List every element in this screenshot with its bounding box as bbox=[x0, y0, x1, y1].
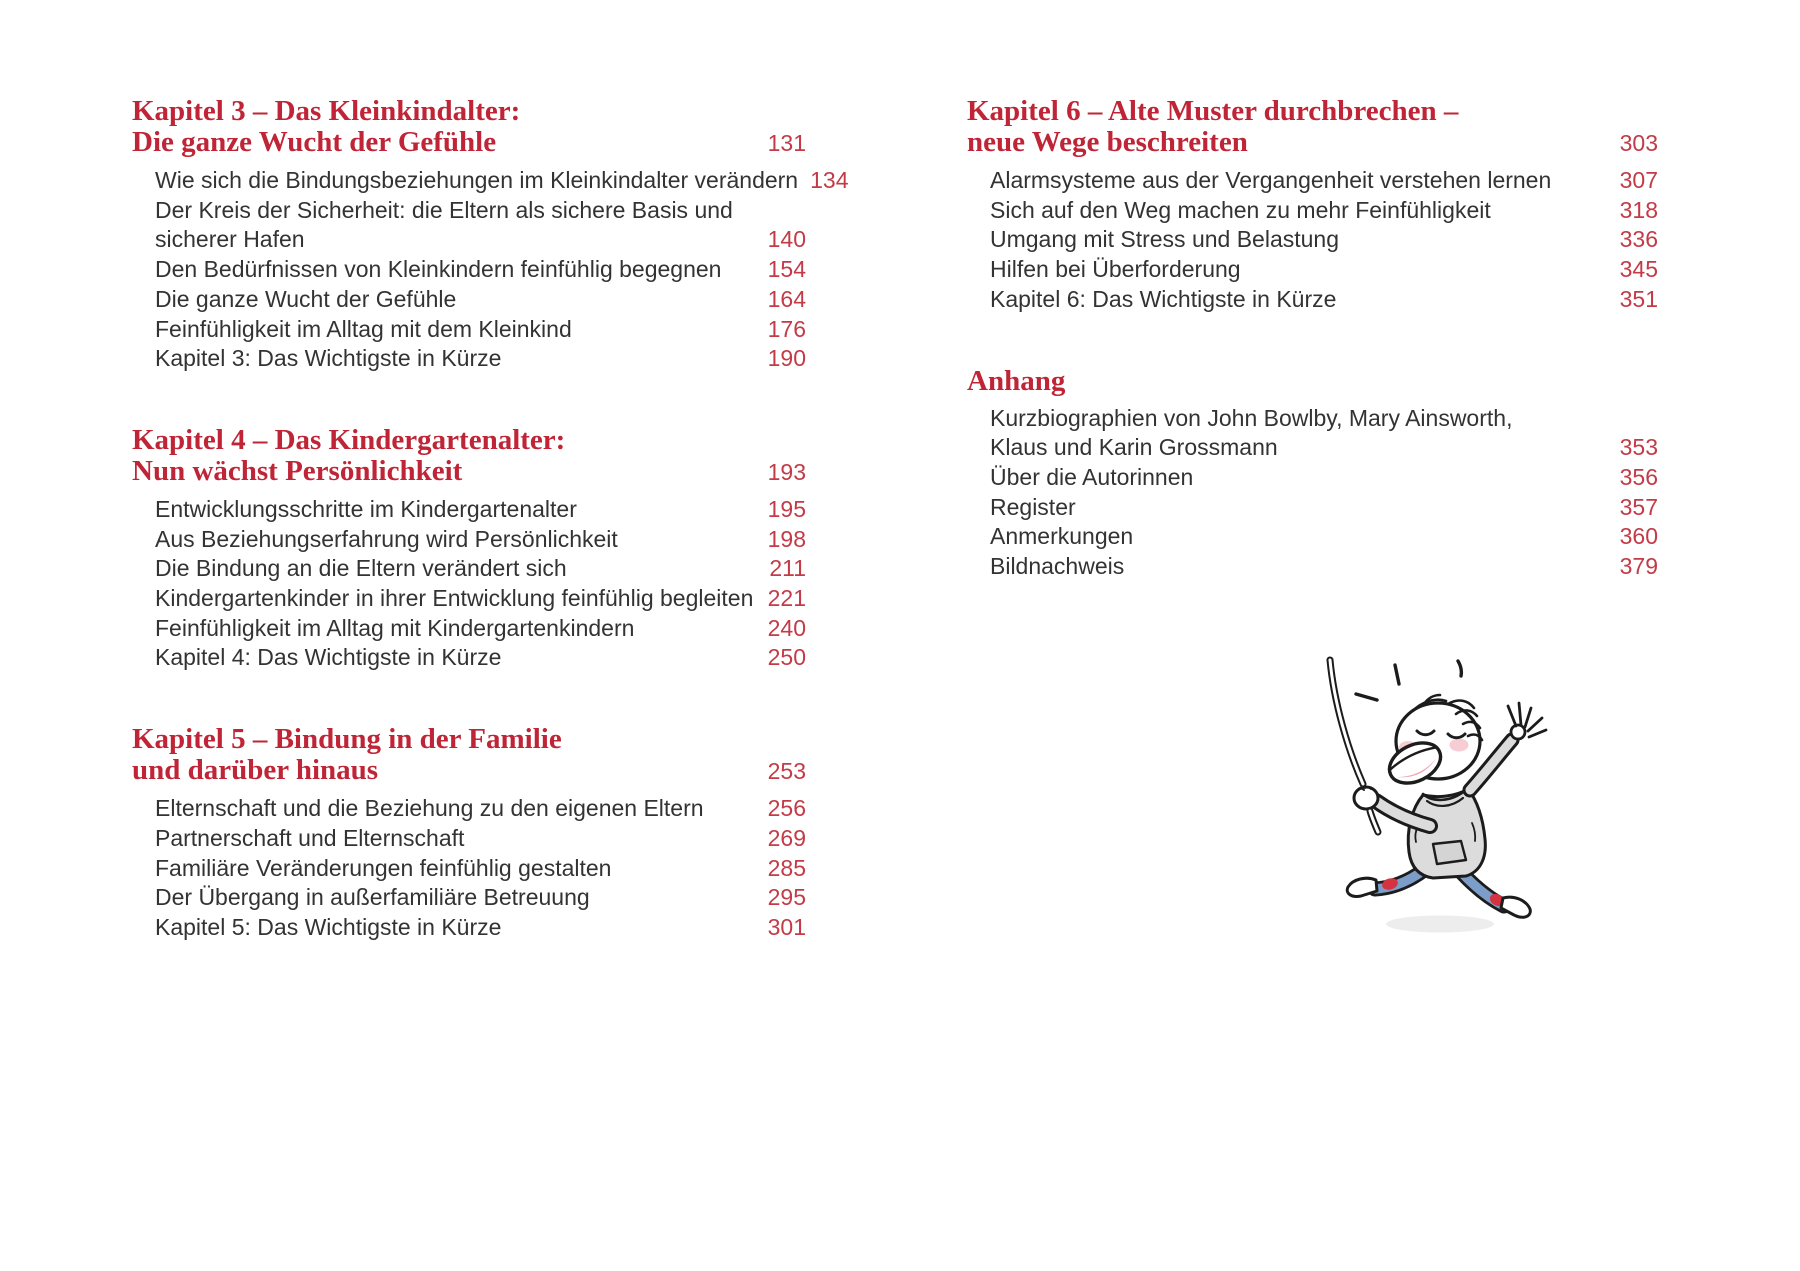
toc-entry-text: Wie sich die Bindungsbeziehungen im Kleinkindalter verändern bbox=[155, 167, 799, 193]
toc-entry-text: Über die Autorinnen bbox=[990, 463, 1194, 490]
chapter-title-line: Kapitel 3 – Das Kleinkindalter: bbox=[132, 95, 521, 127]
toc-entry-row bbox=[155, 614, 806, 644]
toc-entry-row bbox=[155, 883, 806, 913]
toc-entry-page-number: 345 bbox=[1619, 256, 1658, 283]
chapter-title-row bbox=[132, 724, 806, 755]
toc-entry-page-number: 301 bbox=[767, 913, 806, 940]
toc-entry-text: Der Übergang in außerfamiliäre Betreuung bbox=[155, 884, 590, 911]
toc-entry-page-number: 134 bbox=[810, 167, 849, 193]
toc-entry-text: Umgang mit Stress und Belastung bbox=[990, 226, 1340, 253]
chapter-title-line: Kapitel 4 – Das Kindergartenalter: bbox=[132, 423, 566, 456]
toc-entry bbox=[990, 463, 1658, 493]
toc-section-kapitel-4 bbox=[132, 425, 806, 673]
toc-entry-row bbox=[155, 285, 806, 315]
toc-entry-page-number: 250 bbox=[767, 644, 806, 671]
toc-entry-text: Elternschaft und die Beziehung zu den eigenen Eltern bbox=[155, 795, 704, 822]
toc-entry-text: Partnerschaft und Elternschaft bbox=[155, 824, 465, 851]
toc-entry-page-number: 269 bbox=[767, 824, 806, 851]
chapter-title-row bbox=[967, 127, 1658, 159]
toc-section-anhang bbox=[967, 366, 1658, 582]
toc-entry bbox=[155, 166, 849, 196]
toc-entry-text: sicherer Hafen bbox=[155, 226, 305, 253]
chapter-entries bbox=[132, 495, 806, 673]
toc-entry-page-number: 307 bbox=[1619, 167, 1658, 193]
chapter-title-line: Kapitel 5 – Bindung in der Familie bbox=[132, 723, 562, 756]
toc-entry-text: Register bbox=[990, 493, 1076, 520]
toc-entry bbox=[155, 525, 806, 555]
toc-entry-text: Klaus und Karin Grossmann bbox=[990, 434, 1278, 461]
toc-entry-text: Feinfühligkeit im Alltag mit Kindergartenkindern bbox=[155, 614, 635, 641]
toc-entry-row bbox=[990, 493, 1658, 523]
toc-entry bbox=[155, 196, 806, 255]
toc-entry-page-number: 195 bbox=[767, 495, 806, 522]
toc-entry-row bbox=[990, 285, 1658, 315]
toc-column-left bbox=[132, 95, 849, 994]
toc-entry bbox=[155, 913, 806, 943]
toc-entry-text: Der Kreis der Sicherheit: die Eltern als sichere Basis und bbox=[155, 196, 733, 223]
toc-entry-page-number: 285 bbox=[767, 854, 806, 881]
toc-entry bbox=[990, 166, 1658, 196]
head-shape bbox=[1383, 695, 1482, 791]
toc-entry-row bbox=[155, 854, 806, 884]
chapter-title-row bbox=[132, 425, 806, 456]
toc-entry-row bbox=[990, 552, 1658, 582]
toc-entry-row bbox=[990, 255, 1658, 285]
toc-entry bbox=[155, 255, 806, 285]
toc-entry-text: Alarmsysteme aus der Vergangenheit verstehen lernen bbox=[990, 167, 1552, 193]
toc-entry-row bbox=[990, 463, 1658, 493]
toc-entry-text: Aus Beziehungserfahrung wird Persönlichkeit bbox=[155, 525, 618, 552]
chapter-entries bbox=[967, 404, 1658, 582]
toc-entry-text: Anmerkungen bbox=[990, 523, 1134, 550]
toc-entry-page-number: 256 bbox=[767, 795, 806, 822]
toc-entry-row bbox=[155, 255, 806, 285]
toc-entry-row bbox=[990, 522, 1658, 552]
toc-entry bbox=[990, 225, 1658, 255]
toc-entry bbox=[155, 794, 806, 824]
toc-entry-text: Feinfühligkeit im Alltag mit dem Kleinkind bbox=[155, 315, 572, 342]
toc-entry-page-number: 318 bbox=[1619, 196, 1658, 223]
toc-entry bbox=[155, 315, 806, 345]
blush-right bbox=[1450, 739, 1469, 752]
toc-entry-row bbox=[155, 344, 806, 374]
toc-entry-text: Kindergartenkinder in ihrer Entwicklung feinfühlig begleiten bbox=[155, 585, 754, 612]
toc-entry-text: Kapitel 4: Das Wichtigste in Kürze bbox=[155, 644, 502, 671]
chapter-title bbox=[967, 366, 1658, 397]
toc-entry bbox=[990, 255, 1658, 285]
toc-entry-row bbox=[155, 196, 806, 226]
chapter-title-row bbox=[132, 96, 806, 127]
chapter-entries bbox=[132, 794, 806, 943]
toc-entry bbox=[155, 854, 806, 884]
toc-entry-row bbox=[990, 196, 1658, 226]
chapter-title bbox=[132, 96, 806, 159]
toc-entry bbox=[155, 883, 806, 913]
toc-entry-page-number: 351 bbox=[1619, 285, 1658, 312]
toc-column-right bbox=[967, 96, 1658, 633]
toc-entry-text: Entwicklungsschritte im Kindergartenalter bbox=[155, 495, 577, 522]
toc-entry-page-number: 379 bbox=[1619, 553, 1658, 580]
chapter-entries bbox=[967, 166, 1658, 315]
toc-entry bbox=[155, 643, 806, 673]
toc-entry bbox=[155, 824, 806, 854]
chapter-page-number: 303 bbox=[1619, 130, 1658, 156]
toc-entry-page-number: 190 bbox=[767, 345, 806, 372]
toc-entry-row bbox=[155, 584, 806, 614]
child-illustration bbox=[1320, 648, 1570, 948]
toc-section-kapitel-5 bbox=[132, 724, 806, 943]
toc-entry bbox=[990, 196, 1658, 226]
toc-entry-page-number: 154 bbox=[767, 256, 806, 283]
chapter-title bbox=[132, 425, 806, 488]
toc-entry-text: Sich auf den Weg machen zu mehr Feinfühligkeit bbox=[990, 196, 1491, 223]
toc-entry-text: Den Bedürfnissen von Kleinkindern feinfühlig begegnen bbox=[155, 256, 722, 283]
toc-entry-page-number: 360 bbox=[1619, 523, 1658, 550]
toc-entry-page-number: 198 bbox=[767, 525, 806, 552]
chapter-title bbox=[132, 724, 806, 787]
chapter-title-line: und darüber hinaus bbox=[132, 754, 379, 787]
toc-entry-row bbox=[155, 554, 806, 584]
toc-entry-text: Familiäre Veränderungen feinfühlig gestalten bbox=[155, 854, 612, 881]
toc-entry bbox=[990, 493, 1658, 523]
raised-arm-shape bbox=[1470, 703, 1546, 790]
toc-section-kapitel-6 bbox=[967, 96, 1658, 315]
chapter-title-row bbox=[132, 127, 806, 159]
motion-marks bbox=[1356, 661, 1461, 700]
chapter-page-number: 193 bbox=[767, 458, 806, 485]
toc-entry-page-number: 240 bbox=[767, 614, 806, 641]
chapter-title-row bbox=[132, 755, 806, 787]
toc-entry-page-number: 211 bbox=[769, 555, 806, 582]
toc-entry-text: Kurzbiographien von John Bowlby, Mary Ainsworth, bbox=[990, 404, 1513, 431]
toc-entry bbox=[990, 404, 1658, 463]
toc-entry-row bbox=[155, 794, 806, 824]
toc-entry-page-number: 336 bbox=[1619, 226, 1658, 253]
toc-entry bbox=[990, 552, 1658, 582]
toc-entry-page-number: 176 bbox=[767, 315, 806, 342]
toc-entry-page-number: 295 bbox=[767, 884, 806, 911]
chapter-title-line: Nun wächst Persönlichkeit bbox=[132, 454, 463, 487]
toc-entry bbox=[155, 344, 806, 374]
chapter-entries bbox=[132, 166, 849, 374]
toc-entry-text: Kapitel 5: Das Wichtigste in Kürze bbox=[155, 913, 502, 940]
chapter-page-number: 131 bbox=[767, 130, 806, 156]
toc-entry-row bbox=[990, 433, 1658, 463]
toc-entry-page-number: 221 bbox=[767, 585, 806, 612]
toc-entry-text: Kapitel 3: Das Wichtigste in Kürze bbox=[155, 345, 502, 372]
toc-entry-row bbox=[155, 166, 849, 196]
chapter-title-line: Kapitel 6 – Alte Muster durchbrechen – bbox=[967, 95, 1459, 127]
toc-section-kapitel-3 bbox=[132, 95, 849, 374]
toc-entry-row bbox=[990, 166, 1658, 196]
shadow-shape bbox=[1386, 916, 1494, 933]
toc-entry-row bbox=[155, 315, 806, 345]
toc-entry-text: Die Bindung an die Eltern verändert sich bbox=[155, 555, 567, 582]
toc-entry-row bbox=[155, 225, 806, 255]
chapter-title-row bbox=[967, 96, 1658, 127]
chapter-title-line: Die ganze Wucht der Gefühle bbox=[132, 126, 497, 158]
toc-entry-page-number: 356 bbox=[1619, 463, 1658, 490]
toc-entry bbox=[155, 285, 806, 315]
toc-entry bbox=[155, 554, 806, 584]
toc-entry bbox=[155, 495, 806, 525]
toc-entry-page-number: 164 bbox=[767, 285, 806, 312]
hoodie-shape bbox=[1408, 789, 1485, 878]
toc-entry-text: Die ganze Wucht der Gefühle bbox=[155, 285, 457, 312]
toc-entry-page-number: 353 bbox=[1619, 434, 1658, 461]
toc-entry-row bbox=[990, 404, 1658, 434]
toc-entry bbox=[155, 614, 806, 644]
chapter-title-row bbox=[132, 456, 806, 488]
toc-entry-page-number: 357 bbox=[1619, 493, 1658, 520]
toc-entry-row bbox=[155, 643, 806, 673]
toc-entry-page-number: 140 bbox=[767, 226, 806, 253]
toc-entry-row bbox=[155, 824, 806, 854]
toc-entry-row bbox=[155, 495, 806, 525]
toc-entry bbox=[990, 285, 1658, 315]
toc-entry bbox=[990, 522, 1658, 552]
toc-entry-text: Kapitel 6: Das Wichtigste in Kürze bbox=[990, 285, 1337, 312]
toc-entry-row bbox=[155, 525, 806, 555]
toc-entry-row bbox=[155, 913, 806, 943]
stick-icon bbox=[1330, 660, 1363, 784]
chapter-page-number: 253 bbox=[767, 758, 806, 785]
toc-entry-row bbox=[990, 225, 1658, 255]
chapter-title-line: Anhang bbox=[967, 364, 1066, 397]
toc-entry-text: Hilfen bei Überforderung bbox=[990, 256, 1241, 283]
chapter-title-line: neue Wege beschreiten bbox=[967, 126, 1248, 158]
toc-entry-text: Bildnachweis bbox=[990, 553, 1125, 580]
chapter-title-row bbox=[967, 366, 1658, 397]
chapter-title bbox=[967, 96, 1658, 159]
toc-entry bbox=[155, 584, 806, 614]
